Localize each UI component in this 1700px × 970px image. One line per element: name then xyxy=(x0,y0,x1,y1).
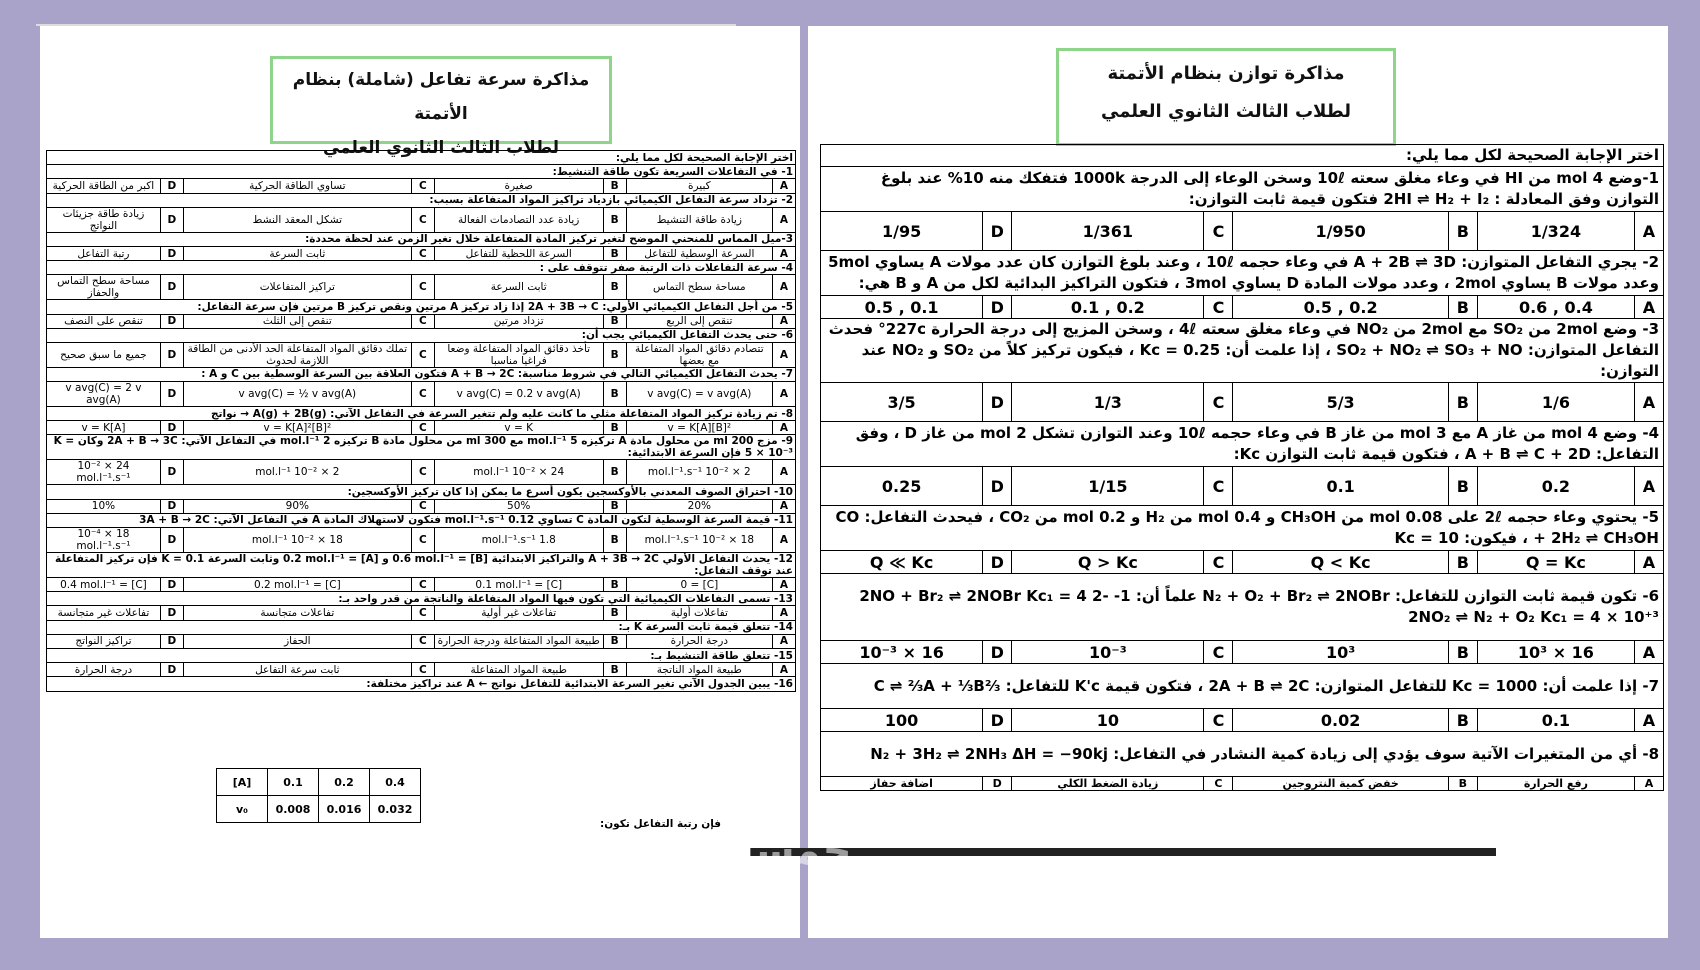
right-title-line-2: لطلاب الثالث الثانوي العلمي xyxy=(1101,101,1351,122)
question-text: 6- تكون قيمة ثابت التوازن للتفاعل: N₂ + O₂ + Br₂ ⇌ 2NOBr علماً أن: 1- 2NO + Br₂ ⇌ 2NOBr Kc₁ = 4 2- 2NO₂ ⇌ N₂ + O₂ Kc₁ = 4 × 10⁺³ xyxy=(821,574,1664,641)
option-letter: B xyxy=(603,275,626,300)
option-text: زيادة طاقة جزيئات النواتج xyxy=(47,207,161,232)
question-text: 11- قيمة السرعة الوسطية لتكون المادة C تساوي 0.12 mol.l⁻¹.s⁻¹ فتكون لاستهلاك المادة A في التفاعل الآتي: 3A + B → 2C xyxy=(47,513,796,527)
option-text: 90% xyxy=(183,499,411,513)
right-head-row xyxy=(821,145,1664,167)
option-text: Q ≪ Kc xyxy=(821,551,983,574)
option-letter: D xyxy=(983,296,1012,319)
option-letter: A xyxy=(1635,467,1664,506)
option-letter: C xyxy=(411,460,434,485)
rate-cell: 0.4 xyxy=(370,769,421,796)
option-text: تفاعلات متجانسة xyxy=(183,606,411,620)
option-letter: B xyxy=(603,460,626,485)
option-letter: D xyxy=(983,551,1012,574)
option-letter: D xyxy=(160,342,183,367)
option-text: السرعة الوسطية للتفاعل xyxy=(626,246,772,260)
option-text: 18 × 10⁻² mol.l⁻¹.s⁻¹ xyxy=(626,528,772,553)
option-letter: B xyxy=(603,314,626,328)
option-letter: D xyxy=(160,663,183,677)
right-instructions: اختر الإجابة الصحيحة لكل مما يلي: xyxy=(821,145,1664,167)
option-text: الحفاز xyxy=(183,634,411,648)
option-text: طبيعة المواد المتفاعلة ودرجة الحرارة xyxy=(434,634,603,648)
option-letter: C xyxy=(411,634,434,648)
right-exam-page xyxy=(808,26,1668,938)
rate-cell: 0.032 xyxy=(370,796,421,823)
option-text: 2 × 10⁻² mol.l⁻¹.s⁻¹ xyxy=(626,460,772,485)
option-text: مساحة سطح التماس والحفاز xyxy=(47,275,161,300)
left-title-line-2: لطلاب الثالث الثانوي العلمي xyxy=(322,138,560,158)
question-text: 4- سرعة التفاعلات ذات الرتبة صفر تتوقف على : xyxy=(47,261,796,275)
option-text: 18 × 10⁻² mol.l⁻¹ xyxy=(183,528,411,553)
rate-caption: فإن رتبة التفاعل تكون: xyxy=(600,818,722,830)
answer-row xyxy=(47,421,796,435)
answer-row xyxy=(821,709,1664,732)
question-text: 6- حتى يحدث التفاعل الكيميائي يجب أن: xyxy=(47,328,796,342)
question-text: 7- يحدث التفاعل الكيميائي التالي في شروط مناسبة: A + B → 2C فتكون العلاقة بين السرعة الوسطية بين C و A : xyxy=(47,367,796,381)
option-letter: A xyxy=(1635,212,1664,251)
option-letter: C xyxy=(1204,383,1233,422)
option-letter: D xyxy=(160,421,183,435)
question-text: 4- وضع 4 mol من غاز A مع 3 mol من غاز B في وعاء حجمه 10ℓ وعند التوازن تشكل 2 mol من غاز D ، وفق التفاعل: A + B ⇌ C + 2D ، فتكون قيمة ثابت التوازن Kc: xyxy=(821,422,1664,467)
top-divider xyxy=(36,24,736,26)
option-letter: D xyxy=(160,460,183,485)
option-text: 24 × 10⁻² mol.l⁻¹ xyxy=(434,460,603,485)
option-letter: B xyxy=(1448,551,1477,574)
option-text: 1/950 xyxy=(1233,212,1448,251)
option-letter: C xyxy=(411,421,434,435)
option-text: تشكل المعقد النشط xyxy=(183,207,411,232)
question-text: 1-وضع 4 mol من HI في وعاء مغلق سعته 10ℓ وسخن الوعاء إلى الدرجة 1000k فتفكك منه 10% عند بلوغ التوازن وفق المعادلة : 2HI ⇌ H₂ + I₂ فتكون قيمة ثابت التوازن: xyxy=(821,167,1664,212)
bottom-band xyxy=(236,938,1436,970)
option-letter: A xyxy=(773,499,796,513)
option-text: 50% xyxy=(434,499,603,513)
option-text: v avg(C) = v avg(A) xyxy=(626,382,772,407)
option-letter: C xyxy=(411,342,434,367)
question-text: 2- يجري التفاعل المتوازن: A + 2B ⇌ 3D في وعاء حجمه 10ℓ ، وعند بلوغ التوازن كان عدد مولات A يساوي 5mol وعدد مولات B يساوي 2mol ، وعدد مولات المادة D يساوي 3mol ، فتكون التراكيز البدائية لكل من A و B هي: xyxy=(821,251,1664,296)
option-text: اكبر من الطاقة الحركية xyxy=(47,179,161,193)
rate-cell: v₀ xyxy=(217,796,268,823)
question-row xyxy=(47,300,796,314)
rate-cell: 0.008 xyxy=(268,796,319,823)
option-text: تفاعلات غير أولية xyxy=(434,606,603,620)
option-letter: C xyxy=(411,207,434,232)
option-letter: B xyxy=(603,578,626,592)
rate-cell: 0.2 xyxy=(319,769,370,796)
option-text: رفع الحرارة xyxy=(1477,777,1634,791)
option-text: v avg(C) = 2 v avg(A) xyxy=(47,382,161,407)
option-letter: C xyxy=(411,275,434,300)
option-text: زيادة عدد التصادمات الفعالة xyxy=(434,207,603,232)
answer-row xyxy=(47,663,796,677)
option-text: v = K xyxy=(434,421,603,435)
option-text: 1/324 xyxy=(1477,212,1634,251)
option-text: جميع ما سبق صحيح xyxy=(47,342,161,367)
question-row xyxy=(47,193,796,207)
option-letter: D xyxy=(160,499,183,513)
question-text: 7- إذا علمت أن: Kc = 1000 للتفاعل المتوازن: 2A + B ⇌ 2C ، فتكون قيمة K'c للتفاعل: ⅔C ⇌ ⅔A + ⅓B xyxy=(821,664,1664,709)
option-letter: D xyxy=(983,383,1012,422)
option-letter: A xyxy=(1635,383,1664,422)
answer-row xyxy=(47,314,796,328)
option-letter: C xyxy=(1204,709,1233,732)
answer-row xyxy=(821,777,1664,791)
option-letter: B xyxy=(1448,709,1477,732)
answer-row xyxy=(821,551,1664,574)
option-text: ثابت سرعة التفاعل xyxy=(183,663,411,677)
question-row xyxy=(821,319,1664,383)
option-text: تفاعلات غير متجانسة xyxy=(47,606,161,620)
question-row xyxy=(47,165,796,179)
option-letter: C xyxy=(411,606,434,620)
option-text: [C] = 0.2 mol.l⁻¹ xyxy=(183,578,411,592)
question-text: 2- تزداد سرعة التفاعل الكيميائي بازدياد تراكيز المواد المتفاعلة بسبب: xyxy=(47,193,796,207)
rate-cell: 0.016 xyxy=(319,796,370,823)
option-text: 1/361 xyxy=(1012,212,1204,251)
option-letter: B xyxy=(603,634,626,648)
rate-row-velocity xyxy=(217,796,421,823)
question-row xyxy=(821,167,1664,212)
option-letter: D xyxy=(160,382,183,407)
question-row xyxy=(47,648,796,662)
question-row xyxy=(47,553,796,578)
option-text: [C] = 0.4 mol.l⁻¹ xyxy=(47,578,161,592)
option-letter: A xyxy=(773,460,796,485)
option-text: خفض كمية النتروجين xyxy=(1233,777,1448,791)
rate-data-table xyxy=(216,768,421,823)
option-letter: D xyxy=(160,275,183,300)
question-row xyxy=(821,574,1664,641)
question-row xyxy=(47,435,796,460)
option-letter: A xyxy=(1635,296,1664,319)
option-text: 1/6 xyxy=(1477,383,1634,422)
option-letter: A xyxy=(773,179,796,193)
answer-row xyxy=(47,179,796,193)
question-row xyxy=(821,422,1664,467)
option-text: تساوي الطاقة الحركية xyxy=(183,179,411,193)
option-letter: D xyxy=(983,212,1012,251)
option-text: مساحة سطح التماس xyxy=(626,275,772,300)
answer-row xyxy=(47,578,796,592)
option-letter: B xyxy=(1448,777,1477,791)
answer-row xyxy=(821,467,1664,506)
option-letter: C xyxy=(411,179,434,193)
option-letter: C xyxy=(1204,467,1233,506)
option-text: 0.02 xyxy=(1233,709,1448,732)
answer-row xyxy=(821,296,1664,319)
option-letter: A xyxy=(773,314,796,328)
option-letter: D xyxy=(160,634,183,648)
question-row xyxy=(821,732,1664,777)
option-text: 0.1 xyxy=(1233,467,1448,506)
option-text: 10⁻³ xyxy=(1012,641,1204,664)
option-text: Q > Kc xyxy=(1012,551,1204,574)
question-text: 9- مزج 200 ml من محلول مادة A تركيزه 5 mol.l⁻¹ مع 300 ml من محلول مادة B تركيزه 2 mol.l⁻¹ في التفاعل الآتي: 2A + B → 3C وكان K = 5 × 10⁻³ فإن السرعة الابتدائية: xyxy=(47,435,796,460)
question-row xyxy=(47,367,796,381)
option-letter: C xyxy=(411,499,434,513)
option-text: [C] = 0.1 mol.l⁻¹ xyxy=(434,578,603,592)
option-text: v avg(C) = ½ v avg(A) xyxy=(183,382,411,407)
option-text: تنقص على النصف xyxy=(47,314,161,328)
option-letter: D xyxy=(983,709,1012,732)
answer-row xyxy=(47,342,796,367)
question-text: 16- يبين الجدول الآتي تغير السرعة الابتدائية للتفاعل نواتج ← A عند تراكيز مختلفة: xyxy=(47,677,796,691)
answer-row xyxy=(47,528,796,553)
option-letter: B xyxy=(1448,467,1477,506)
option-letter: B xyxy=(1448,296,1477,319)
option-letter: B xyxy=(603,421,626,435)
option-text: 1/95 xyxy=(821,212,983,251)
option-text: 1/3 xyxy=(1012,383,1204,422)
option-letter: C xyxy=(1204,641,1233,664)
rate-cell: [A] xyxy=(217,769,268,796)
dark-strip xyxy=(750,848,1496,856)
question-row xyxy=(47,620,796,634)
option-text: تملك دقائق المواد المتفاعلة الحد الأدنى من الطاقة اللازمة لحدوث xyxy=(183,342,411,367)
option-text: تتصادم دقائق المواد المتفاعلة مع بعضها xyxy=(626,342,772,367)
option-letter: A xyxy=(1635,641,1664,664)
option-letter: B xyxy=(603,207,626,232)
option-text: v = K[A]²[B]² xyxy=(183,421,411,435)
right-question-table xyxy=(820,144,1664,791)
option-text: درجة الحرارة xyxy=(47,663,161,677)
option-text: [C] = 0 xyxy=(626,578,772,592)
question-row xyxy=(821,506,1664,551)
option-text: 18 × 10⁻⁴ mol.l⁻¹.s⁻¹ xyxy=(47,528,161,553)
option-letter: A xyxy=(773,246,796,260)
option-text: زيادة طاقة التنشيط xyxy=(626,207,772,232)
question-row xyxy=(47,328,796,342)
option-text: 0.4 , 0.6 xyxy=(1477,296,1634,319)
question-row xyxy=(47,151,796,165)
option-letter: B xyxy=(603,663,626,677)
right-title-box xyxy=(1056,48,1396,146)
option-letter: B xyxy=(1448,383,1477,422)
option-text: 10 xyxy=(1012,709,1204,732)
answer-row xyxy=(821,212,1664,251)
question-text: 12- يحدث التفاعل الأولي A + 3B → 2C والتراكيز الابتدائية [B] = 0.6 mol.l⁻¹ و [A] = 0.2 mol.l⁻¹ وثابت السرعة K = 0.1 فإن تركيز المتفاعلة عند توقف التفاعل: xyxy=(47,553,796,578)
option-text: السرعة اللحظية للتفاعل xyxy=(434,246,603,260)
option-text: درجة الحرارة xyxy=(626,634,772,648)
option-text: طبيعة المواد المتفاعلة xyxy=(434,663,603,677)
question-text: 15- تتعلق طاقة التنشيط بـ: xyxy=(47,648,796,662)
option-text: 5/3 xyxy=(1233,383,1448,422)
option-text: 1/15 xyxy=(1012,467,1204,506)
watermark: خمسات xyxy=(700,828,852,874)
option-text: تأخذ دقائق المواد المتفاعلة وضعا فراغيا مناسبا xyxy=(434,342,603,367)
option-text: v = K[A][B]² xyxy=(626,421,772,435)
option-text: 20% xyxy=(626,499,772,513)
option-text: 1.8 mol.l⁻¹.s⁻¹ xyxy=(434,528,603,553)
option-letter: A xyxy=(1635,777,1664,791)
option-text: Q = Kc xyxy=(1477,551,1634,574)
option-letter: D xyxy=(160,179,183,193)
option-text: 0.1 , 0.5 xyxy=(821,296,983,319)
left-exam-page xyxy=(40,26,800,938)
question-text: 10- احتراق الصوف المعدني بالأوكسجين يكون أسرع ما يمكن إذا كان تركيز الأوكسجين: xyxy=(47,485,796,499)
option-text: 0.2 , 0.1 xyxy=(1012,296,1204,319)
answer-row xyxy=(47,499,796,513)
question-row xyxy=(47,485,796,499)
option-text: 10% xyxy=(47,499,161,513)
option-letter: C xyxy=(1204,212,1233,251)
option-letter: C xyxy=(411,246,434,260)
option-letter: A xyxy=(773,663,796,677)
option-text: ثابت السرعة xyxy=(434,275,603,300)
option-letter: B xyxy=(603,179,626,193)
option-text: تفاعلات أولية xyxy=(626,606,772,620)
option-text: Q < Kc xyxy=(1233,551,1448,574)
option-text: تراكيز المتفاعلات xyxy=(183,275,411,300)
option-letter: A xyxy=(1635,551,1664,574)
question-row xyxy=(47,407,796,421)
answer-row xyxy=(47,460,796,485)
question-row xyxy=(47,677,796,691)
question-text: 3-ميل المماس للمنحني الموضح لتغير تركيز المادة المتفاعلة خلال تغير الزمن عند لحظة محددة: xyxy=(47,232,796,246)
answer-row xyxy=(47,634,796,648)
option-letter: B xyxy=(603,528,626,553)
question-row xyxy=(47,513,796,527)
option-letter: A xyxy=(773,421,796,435)
question-text: 13- تسمى التفاعلات الكيميائية التي تكون فيها المواد المتفاعلة والناتجة من قدر واحد بـ: xyxy=(47,592,796,606)
option-text: كبيرة xyxy=(626,179,772,193)
option-letter: A xyxy=(773,275,796,300)
option-letter: D xyxy=(160,606,183,620)
rate-row-concentration xyxy=(217,769,421,796)
option-text: تزداد مرتين xyxy=(434,314,603,328)
answer-row xyxy=(821,383,1664,422)
option-text: تنقص إلى الربع xyxy=(626,314,772,328)
rate-cell: 0.1 xyxy=(268,769,319,796)
option-text: تراكيز النواتج xyxy=(47,634,161,648)
question-text: اختر الإجابة الصحيحة لكل مما يلي: xyxy=(47,151,796,165)
option-text: v avg(C) = 0.2 v avg(A) xyxy=(434,382,603,407)
answer-row xyxy=(47,382,796,407)
question-text: 3- وضع 2mol من SO₂ مع 2mol من NO₂ في وعاء مغلق سعته 4ℓ ، وسخن المزيج إلى درجة الحرارة 227c° فحدث التفاعل المتوازن: SO₂ + NO₂ ⇌ SO₃ + NO ، إذا علمت أن: Kc = 0.25 ، فيكون تركيز كلاً من SO₂ و NO₂ عند التوازن: xyxy=(821,319,1664,383)
question-text: 8- تم زيادة تركيز المواد المتفاعلة مثلي ما كانت عليه ولم تتغير السرعة في التفاعل الآتي: A(g) + 2B(g) → نواتج xyxy=(47,407,796,421)
question-row xyxy=(47,232,796,246)
option-letter: C xyxy=(411,314,434,328)
answer-row xyxy=(47,606,796,620)
option-letter: C xyxy=(411,663,434,677)
option-letter: A xyxy=(1635,709,1664,732)
question-row xyxy=(821,251,1664,296)
question-row xyxy=(47,261,796,275)
option-letter: D xyxy=(160,578,183,592)
answer-row xyxy=(47,246,796,260)
option-letter: D xyxy=(983,467,1012,506)
option-letter: B xyxy=(603,246,626,260)
option-text: ثابت السرعة xyxy=(183,246,411,260)
question-text: 5- من أجل التفاعل الكيميائي الأولي: 2A + 3B → C إذا زاد تركيز A مرتين ونقص تركيز B مرتين فإن سرعة التفاعل: xyxy=(47,300,796,314)
question-text: 5- يحتوي وعاء حجمه 2ℓ على 0.08 mol من CH₃OH و 0.4 mol من H₂ و 0.2 mol من CO₂ ، فيحدث التفاعل: CO + 2H₂ ⇌ CH₃OH ، فيكون: Kc = 10 xyxy=(821,506,1664,551)
option-letter: D xyxy=(983,641,1012,664)
option-text: زيادة الضغط الكلي xyxy=(1012,777,1204,791)
option-letter: A xyxy=(773,207,796,232)
question-row xyxy=(821,664,1664,709)
option-letter: D xyxy=(160,314,183,328)
option-letter: A xyxy=(773,382,796,407)
option-text: 0.1 xyxy=(1477,709,1634,732)
option-letter: B xyxy=(603,499,626,513)
option-letter: C xyxy=(1204,777,1233,791)
option-text: صغيرة xyxy=(434,179,603,193)
left-title-box xyxy=(270,56,612,158)
option-text: v = K[A] xyxy=(47,421,161,435)
option-letter: C xyxy=(411,528,434,553)
option-text: 10³ xyxy=(1233,641,1448,664)
question-row xyxy=(47,592,796,606)
option-letter: B xyxy=(603,342,626,367)
option-letter: C xyxy=(1204,551,1233,574)
answer-row xyxy=(47,275,796,300)
option-letter: A xyxy=(773,578,796,592)
option-text: 16 × 10³ xyxy=(1477,641,1634,664)
option-text: 0.2 , 0.5 xyxy=(1233,296,1448,319)
option-text: 3/5 xyxy=(821,383,983,422)
option-letter: A xyxy=(773,528,796,553)
option-letter: C xyxy=(411,382,434,407)
option-letter: D xyxy=(160,207,183,232)
option-text: اضافة حفاز xyxy=(821,777,983,791)
option-letter: B xyxy=(603,606,626,620)
option-letter: B xyxy=(1448,641,1477,664)
option-letter: A xyxy=(773,606,796,620)
answer-row xyxy=(47,207,796,232)
option-text: 16 × 10⁻³ xyxy=(821,641,983,664)
option-text: 2 × 10⁻² mol.l⁻¹ xyxy=(183,460,411,485)
option-text: 0.2 xyxy=(1477,467,1634,506)
question-text: 1- في التفاعلات السريعة تكون طاقة التنشيط: xyxy=(47,165,796,179)
option-letter: D xyxy=(983,777,1012,791)
option-letter: A xyxy=(773,342,796,367)
left-title-line-1: مذاكرة سرعة تفاعل (شاملة) بنظام الأتمتة xyxy=(292,70,590,124)
option-letter: B xyxy=(1448,212,1477,251)
answer-row xyxy=(821,641,1664,664)
option-text: رتبة التفاعل xyxy=(47,246,161,260)
option-letter: D xyxy=(160,528,183,553)
left-question-table xyxy=(46,150,796,692)
option-letter: C xyxy=(1204,296,1233,319)
option-letter: B xyxy=(603,382,626,407)
option-letter: D xyxy=(160,246,183,260)
option-text: تنقص إلى الثلث xyxy=(183,314,411,328)
option-text: طبيعة المواد الناتجة xyxy=(626,663,772,677)
option-text: 24 × 10⁻² mol.l⁻¹.s⁻¹ xyxy=(47,460,161,485)
question-text: 14- تتعلق قيمة ثابت السرعة K بـ: xyxy=(47,620,796,634)
option-text: 0.25 xyxy=(821,467,983,506)
option-text: 100 xyxy=(821,709,983,732)
option-letter: A xyxy=(773,634,796,648)
right-title-line-1: مذاكرة توازن بنظام الأتمتة xyxy=(1107,63,1345,84)
option-letter: C xyxy=(411,578,434,592)
question-text: 8- أي من المتغيرات الآتية سوف يؤدي إلى زيادة كمية النشادر في التفاعل: N₂ + 3H₂ ⇌ 2NH₃ ΔH = −90kj xyxy=(821,732,1664,777)
